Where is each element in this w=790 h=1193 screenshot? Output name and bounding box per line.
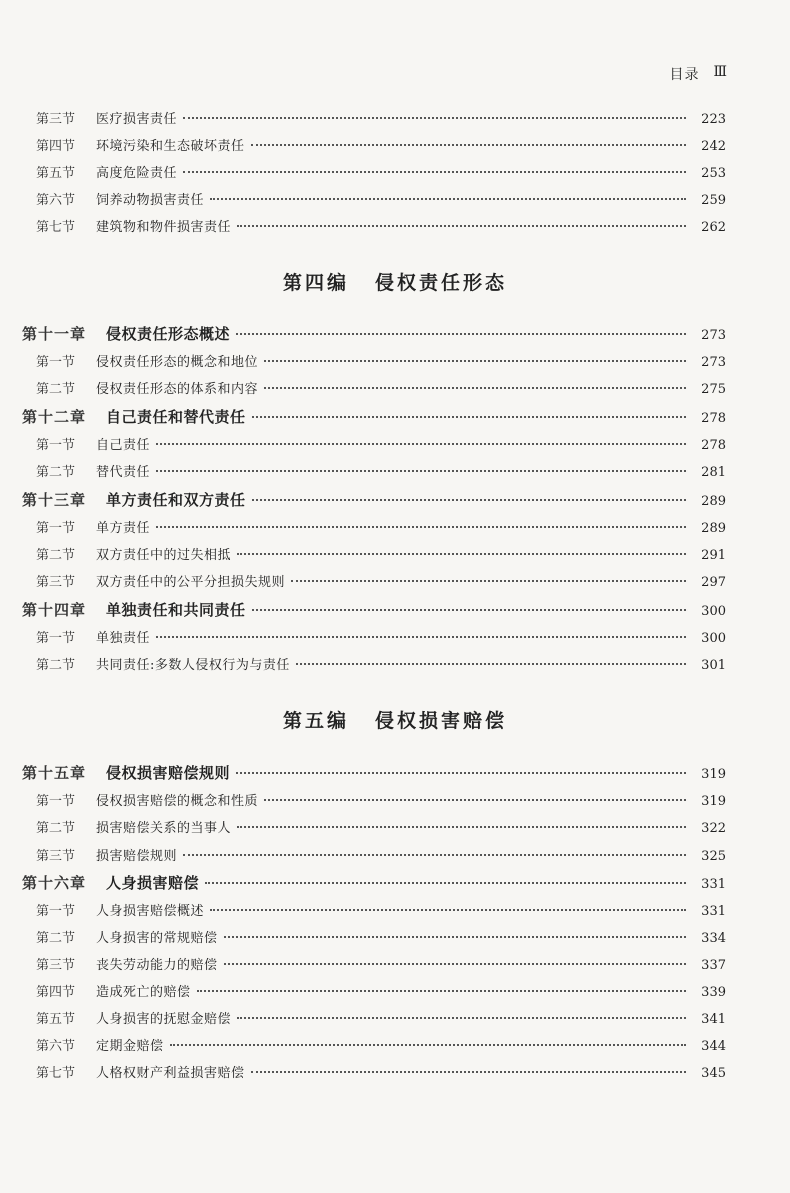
dot-leader: [236, 772, 686, 774]
toc-chapter-row: [22, 323, 726, 344]
section-title: 人身损害赔偿概述: [96, 904, 205, 919]
toc-chapter-row: [22, 489, 726, 510]
chapter-title: 侵权损害赔偿规则: [106, 764, 231, 782]
section-number: 第一节: [36, 904, 76, 919]
toc-section-row: [36, 434, 726, 453]
page-number: 319: [701, 794, 726, 809]
toc-section-row: [36, 790, 726, 809]
chapter-number: 第十三章: [22, 491, 87, 509]
page-number: 259: [701, 193, 726, 208]
section-title: 单方责任: [96, 521, 151, 536]
toc-section-row: [36, 817, 726, 836]
section-number: 第一节: [36, 794, 76, 809]
dot-leader: [264, 360, 686, 362]
toc-section-row: [36, 845, 726, 864]
page-number: 331: [701, 877, 726, 892]
toc-section-row: [36, 1035, 726, 1054]
page-number: 281: [701, 465, 726, 480]
section-title: 侵权损害赔偿的概念和性质: [96, 794, 259, 809]
section-title: 自己责任: [96, 438, 151, 453]
part-heading: [0, 706, 790, 733]
dot-leader: [156, 470, 686, 472]
dot-leader: [205, 882, 686, 884]
dot-leader: [183, 854, 686, 856]
section-title: 定期金赔偿: [96, 1039, 164, 1054]
section-title: 饲养动物损害责任: [96, 193, 205, 208]
section-title: 单独责任: [96, 631, 151, 646]
section-number: 第六节: [36, 1039, 76, 1054]
page-number: 341: [701, 1012, 726, 1027]
dot-leader: [296, 663, 686, 665]
page-number: 319: [701, 767, 726, 782]
toc-section-row: [36, 108, 726, 127]
toc-section-row: [36, 216, 726, 235]
dot-leader: [210, 909, 686, 911]
section-number: 第一节: [36, 631, 76, 646]
chapter-title: 侵权责任形态概述: [106, 325, 231, 343]
dot-leader: [156, 636, 686, 638]
toc-section-row: [36, 189, 726, 208]
section-title: 人身损害的抚慰金赔偿: [96, 1012, 232, 1027]
dot-leader: [224, 936, 686, 938]
section-number: 第二节: [36, 382, 76, 397]
chapter-title: 单独责任和共同责任: [106, 601, 246, 619]
chapter-title: 自己责任和替代责任: [106, 408, 246, 426]
section-title: 环境污染和生态破坏责任: [96, 139, 245, 154]
dot-leader: [183, 171, 686, 173]
toc-section-row: [36, 1008, 726, 1027]
toc-section-row: [36, 378, 726, 397]
page-header: [669, 64, 728, 84]
header-label: 目录: [669, 67, 700, 83]
section-title: 替代责任: [96, 465, 151, 480]
page-number: 300: [701, 631, 726, 646]
dot-leader: [210, 198, 686, 200]
chapter-number: 第十一章: [22, 325, 87, 343]
dot-leader: [291, 580, 686, 582]
page-number: 325: [701, 849, 726, 864]
dot-leader: [197, 990, 686, 992]
toc-section-row: [36, 900, 726, 919]
part-number: 第五编: [282, 710, 349, 732]
header-page-number: Ⅲ: [713, 64, 728, 80]
toc-section-row: [36, 162, 726, 181]
page-number: 301: [701, 658, 726, 673]
page-number: 345: [701, 1066, 726, 1081]
section-title: 共同责任:多数人侵权行为与责任: [96, 658, 290, 673]
dot-leader: [170, 1044, 686, 1046]
page-number: 322: [701, 821, 726, 836]
page-number: 262: [701, 220, 726, 235]
page-number: 289: [701, 521, 726, 536]
dot-leader: [183, 117, 686, 119]
page-number: 300: [701, 604, 726, 619]
dot-leader: [252, 416, 686, 418]
section-number: 第三节: [36, 849, 76, 864]
toc-section-row: [36, 571, 726, 590]
section-number: 第一节: [36, 438, 76, 453]
section-number: 第二节: [36, 658, 76, 673]
page-number: 334: [701, 931, 726, 946]
page-number: 339: [701, 985, 726, 1000]
toc-section-row: [36, 1062, 726, 1081]
chapter-number: 第十六章: [22, 874, 87, 892]
toc-section-row: [36, 135, 726, 154]
toc-section-row: [36, 461, 726, 480]
part-heading: [0, 268, 790, 295]
chapter-number: 第十二章: [22, 408, 87, 426]
chapter-title: 单方责任和双方责任: [106, 491, 246, 509]
section-title: 高度危险责任: [96, 166, 178, 181]
section-number: 第五节: [36, 166, 76, 181]
page-number: 344: [701, 1039, 726, 1054]
toc-chapter-row: [22, 872, 726, 893]
toc-section-row: [36, 927, 726, 946]
dot-leader: [252, 499, 686, 501]
page-number: 275: [701, 382, 726, 397]
page-number: 337: [701, 958, 726, 973]
section-number: 第二节: [36, 821, 76, 836]
chapter-title: 人身损害赔偿: [106, 874, 200, 892]
toc-section-row: [36, 351, 726, 370]
dot-leader: [156, 443, 686, 445]
section-number: 第七节: [36, 220, 76, 235]
toc-chapter-row: [22, 599, 726, 620]
dot-leader: [237, 1017, 686, 1019]
page-number: 242: [701, 139, 726, 154]
section-title: 双方责任中的过失相抵: [96, 548, 232, 563]
page-number: 297: [701, 575, 726, 590]
page-number: 253: [701, 166, 726, 181]
chapter-number: 第十五章: [22, 764, 87, 782]
section-number: 第一节: [36, 521, 76, 536]
section-title: 损害赔偿关系的当事人: [96, 821, 232, 836]
page-number: 273: [701, 355, 726, 370]
toc-section-row: [36, 627, 726, 646]
section-number: 第五节: [36, 1012, 76, 1027]
dot-leader: [237, 826, 686, 828]
page-number: 278: [701, 438, 726, 453]
dot-leader: [264, 387, 686, 389]
section-title: 人身损害的常规赔偿: [96, 931, 218, 946]
section-number: 第四节: [36, 139, 76, 154]
section-number: 第二节: [36, 931, 76, 946]
section-title: 丧失劳动能力的赔偿: [96, 958, 218, 973]
section-title: 医疗损害责任: [96, 112, 178, 127]
section-title: 人格权财产利益损害赔偿: [96, 1066, 245, 1081]
page-number: 273: [701, 328, 726, 343]
dot-leader: [251, 144, 686, 146]
toc-section-row: [36, 981, 726, 1000]
section-number: 第二节: [36, 465, 76, 480]
section-number: 第七节: [36, 1066, 76, 1081]
toc-section-row: [36, 654, 726, 673]
dot-leader: [237, 225, 686, 227]
dot-leader: [251, 1071, 686, 1073]
section-title: 造成死亡的赔偿: [96, 985, 191, 1000]
toc-section-row: [36, 544, 726, 563]
section-title: 侵权责任形态的体系和内容: [96, 382, 259, 397]
part-title: 侵权损害赔偿: [375, 710, 508, 732]
page-number: 289: [701, 494, 726, 509]
section-number: 第三节: [36, 112, 76, 127]
dot-leader: [252, 609, 686, 611]
section-number: 第二节: [36, 548, 76, 563]
dot-leader: [264, 799, 686, 801]
section-title: 建筑物和物件损害责任: [96, 220, 232, 235]
toc-chapter-row: [22, 406, 726, 427]
toc-section-row: [36, 517, 726, 536]
dot-leader: [237, 553, 686, 555]
section-title: 侵权责任形态的概念和地位: [96, 355, 259, 370]
page-number: 291: [701, 548, 726, 563]
toc-section-row: [36, 954, 726, 973]
section-number: 第一节: [36, 355, 76, 370]
dot-leader: [156, 526, 686, 528]
part-title: 侵权责任形态: [375, 272, 508, 294]
section-title: 损害赔偿规则: [96, 849, 178, 864]
section-title: 双方责任中的公平分担损失规则: [96, 575, 286, 590]
part-number: 第四编: [282, 272, 349, 294]
section-number: 第三节: [36, 575, 76, 590]
section-number: 第六节: [36, 193, 76, 208]
dot-leader: [236, 333, 686, 335]
section-number: 第四节: [36, 985, 76, 1000]
page-number: 223: [701, 112, 726, 127]
section-number: 第三节: [36, 958, 76, 973]
dot-leader: [224, 963, 686, 965]
toc-chapter-row: [22, 762, 726, 783]
chapter-number: 第十四章: [22, 601, 87, 619]
page-number: 278: [701, 411, 726, 426]
page-number: 331: [701, 904, 726, 919]
